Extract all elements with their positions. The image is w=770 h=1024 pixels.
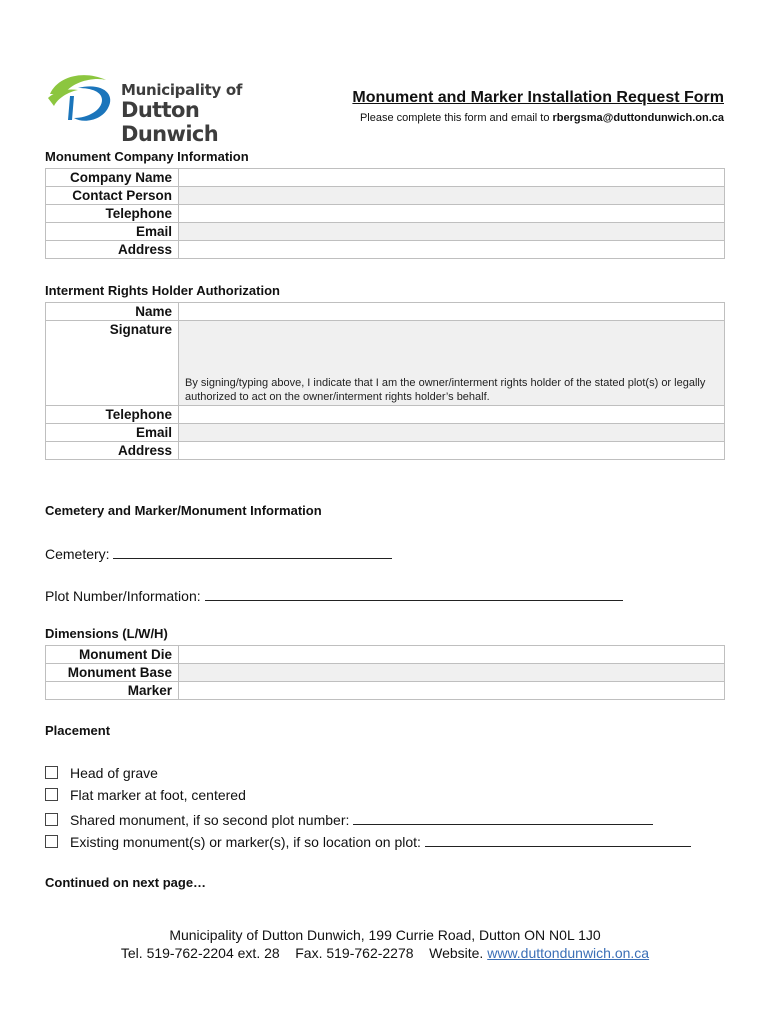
- interment-authorization-table: [45, 302, 725, 460]
- label-marker: Marker: [46, 682, 179, 700]
- marker-field[interactable]: [179, 682, 725, 700]
- holder-address-field[interactable]: [179, 442, 725, 460]
- footer-website-label: Website.: [429, 945, 484, 961]
- section-cemetery-heading: Cemetery and Marker/Monument Information: [45, 503, 322, 518]
- option-label: Shared monument, if so second plot number:: [70, 812, 350, 828]
- logo-line2: Dutton Dunwich: [121, 98, 219, 146]
- footer-address: Municipality of Dutton Dunwich, 199 Currie Road, Dutton ON N0L 1J0: [169, 927, 601, 943]
- location-on-plot-field[interactable]: [425, 832, 691, 847]
- form-instructions: [360, 112, 724, 124]
- monument-company-table: [45, 168, 725, 259]
- holder-name-field[interactable]: [179, 303, 725, 321]
- section-monument-company-heading: Monument Company Information: [45, 149, 249, 164]
- signature-field[interactable]: [179, 321, 725, 406]
- website-link[interactable]: www.duttondunwich.on.ca: [487, 945, 650, 961]
- second-plot-field[interactable]: [353, 810, 653, 825]
- form-title: Monument and Marker Installation Request Form: [352, 89, 724, 106]
- holder-telephone-field[interactable]: [179, 406, 725, 424]
- placement-option-shared[interactable]: [45, 810, 653, 828]
- label-holder-telephone: Telephone: [46, 406, 179, 424]
- label-telephone: Telephone: [46, 205, 179, 223]
- label-name: Name: [46, 303, 179, 321]
- monument-base-field[interactable]: [179, 664, 725, 682]
- company-address-field[interactable]: [179, 241, 725, 259]
- cemetery-label: Cemetery:: [45, 546, 110, 562]
- label-company-name: Company Name: [46, 169, 179, 187]
- signature-note: By signing/typing above, I indicate that I am the owner/interment rights holder of the stated plot(s) or legally authorized to act on the owner/interment rights holder’s behalf.: [185, 377, 706, 403]
- plot-field[interactable]: [205, 586, 623, 601]
- footer-fax: Fax. 519-762-2278: [295, 945, 414, 961]
- option-label: Flat marker at foot, centered: [70, 787, 246, 803]
- company-email-field[interactable]: [179, 223, 725, 241]
- continued-note: Continued on next page…: [45, 875, 207, 890]
- checkbox-existing-monument[interactable]: [45, 835, 58, 848]
- municipality-logo: [44, 68, 284, 146]
- instructions-text: Please complete this form and email to: [359, 112, 553, 124]
- holder-email-field[interactable]: [179, 424, 725, 442]
- checkbox-head-of-grave[interactable]: [45, 766, 58, 779]
- placement-heading: Placement: [45, 723, 111, 738]
- plot-line: [45, 586, 623, 604]
- label-monument-die: Monument Die: [46, 646, 179, 664]
- label-holder-email: Email: [46, 424, 179, 442]
- company-name-field[interactable]: [179, 169, 725, 187]
- plot-label: Plot Number/Information:: [45, 588, 201, 604]
- company-telephone-field[interactable]: [179, 205, 725, 223]
- logo-mark-icon: [44, 68, 120, 124]
- checkbox-shared-monument[interactable]: [45, 813, 58, 826]
- dimensions-table: [45, 645, 725, 700]
- label-signature: Signature: [46, 321, 179, 406]
- cemetery-line: [45, 544, 392, 562]
- logo-line1: Municipality of: [121, 81, 243, 99]
- placement-option-head[interactable]: [45, 765, 158, 781]
- monument-die-field[interactable]: [179, 646, 725, 664]
- label-email: Email: [46, 223, 179, 241]
- placement-option-foot[interactable]: [45, 787, 246, 803]
- contact-person-field[interactable]: [179, 187, 725, 205]
- label-holder-address: Address: [46, 442, 179, 460]
- footer-tel: Tel. 519-762-2204 ext. 28: [120, 945, 280, 961]
- dimensions-heading: Dimensions (L/W/H): [45, 626, 168, 641]
- label-address: Address: [46, 241, 179, 259]
- checkbox-flat-marker[interactable]: [45, 788, 58, 801]
- label-contact-person: Contact Person: [46, 187, 179, 205]
- label-monument-base: Monument Base: [46, 664, 179, 682]
- placement-option-existing[interactable]: [45, 832, 691, 850]
- option-label: Existing monument(s) or marker(s), if so location on plot:: [70, 834, 421, 850]
- contact-email: rbergsma@duttondunwich.on.ca: [552, 112, 724, 124]
- section-interment-heading: Interment Rights Holder Authorization: [45, 283, 280, 298]
- footer-contact: [0, 945, 770, 961]
- cemetery-field[interactable]: [113, 544, 392, 559]
- option-label: Head of grave: [70, 765, 158, 781]
